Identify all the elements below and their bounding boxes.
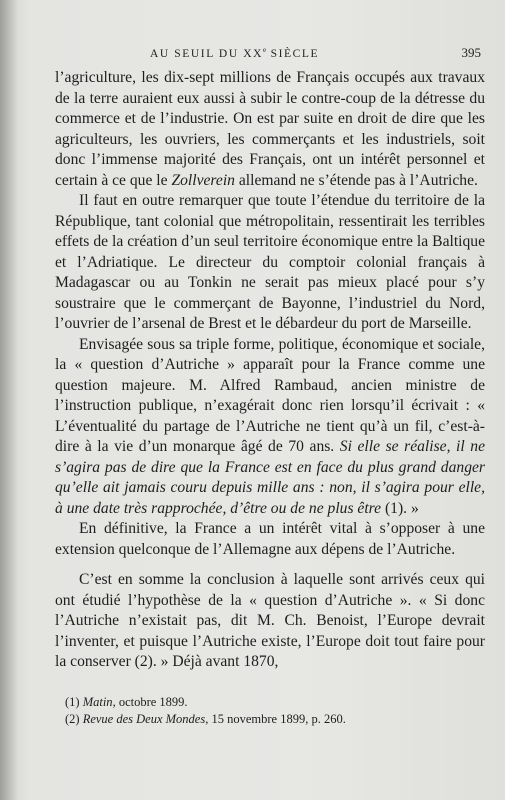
- footnotes: [55, 694, 485, 728]
- paragraph-1: l’agriculture, les dix-sept millions de Français occupés aux travaux de la terre auraient eux aussi à subir le contre-coup de la détresse du commerce et de l’industrie. On est par suite en droit de dire que les agriculteurs, les ouvriers, les commerçants et les industriels, soit donc l’immense majorité des Français, ont un intérêt personnel et certain à ce que le Zollverein allemand ne s’étende pas à l’Autriche.: [55, 69, 485, 189]
- paragraph-3: Envisagée sous sa triple forme, politique, économique et sociale, la « question d’Autriche » apparaît pour la France comme une question majeure. M. Alfred Rambaud, ancien ministre de l’instruction publique, n’exagérait donc rien lorsqu’il écrivait : « L’éventualité du partage de l’Autriche ne tient qu’à un fil, c’est-à-dire à la vie d’un monarque âgé de 70 ans. Si elle se réalise, il ne s’agira pas de dire que la France est en face du plus grand danger qu’elle ait jamais couru depuis mille ans : non, il s’agira pour elle, à une date très rapprochée, d’être ou de ne plus être (1). »: [55, 335, 485, 517]
- paragraph-4: En définitive, la France a un intérêt vital à s’opposer à une extension quelconque de l’Allemagne aux dépens de l’Autriche.: [55, 520, 485, 558]
- running-head-title: AU SEUIL DU XXe SIÈCLE: [150, 46, 320, 60]
- footnote-1: (1) Matin, octobre 1899.: [65, 695, 188, 709]
- footnote-2: (2) Revue des Deux Mondes, 15 novembre 1899, p. 260.: [65, 712, 346, 726]
- body-text: [55, 68, 485, 673]
- running-head: [0, 46, 505, 62]
- page-number: 395: [461, 45, 481, 60]
- paragraph-2: Il faut en outre remarquer que toute l’étendue du territoire de la République, tant colonial que métropolitain, ressentirait les terribles effets de la création d’un seul territoire économique entre la Baltique et l’Adriatique. Le directeur du comptoir colonial français à Madagascar ou au Tonkin ne serait pas mieux placé pour s’y soustraire que le commerçant de Bayonne, l’industriel du Nord, l’ouvrier de l’arsenal de Brest et le débardeur du port de Marseille.: [55, 192, 485, 332]
- paragraph-5: C’est en somme la conclusion à laquelle sont arrivés ceux qui ont étudié l’hypothèse de la « question d’Autriche ». « Si donc l’Autriche n’existait pas, dit M. Ch. Benoist, l’Europe devrait l’inventer, et puisque l’Autriche existe, l’Europe doit tout faire pour la conserver (2). » Déjà avant 1870,: [55, 571, 485, 670]
- binding-shadow: [0, 0, 18, 800]
